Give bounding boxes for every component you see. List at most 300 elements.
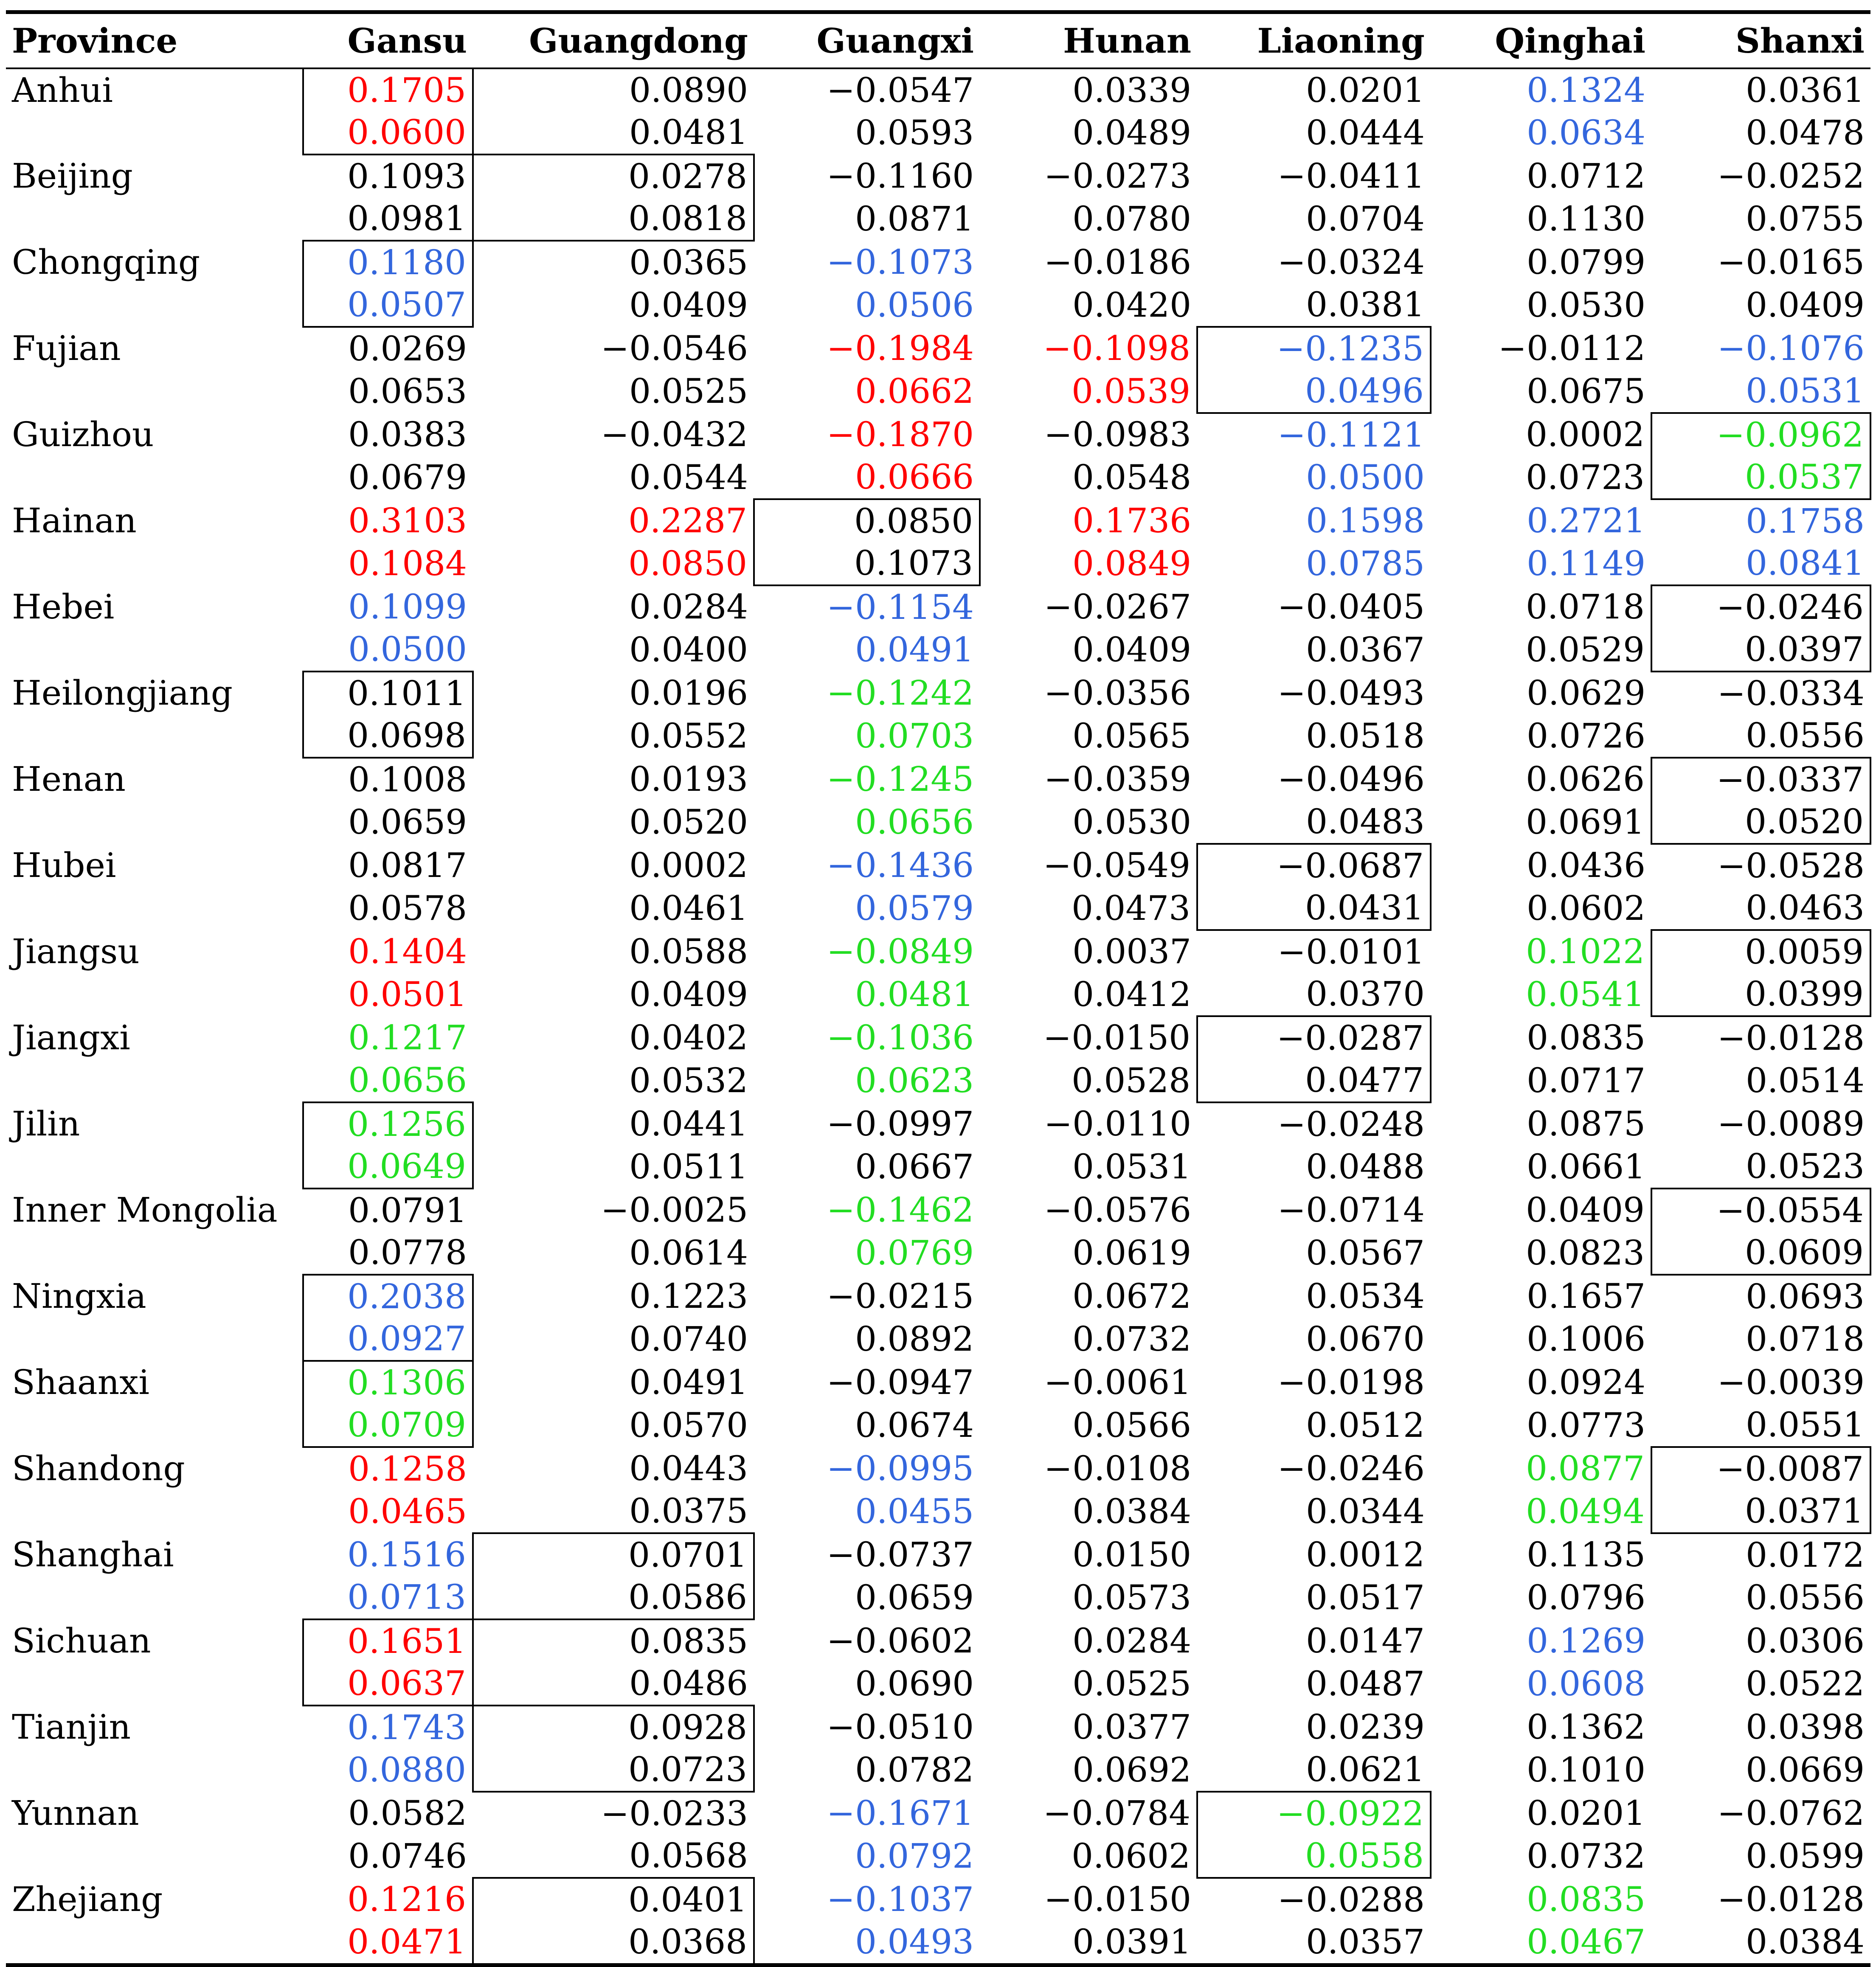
- secondary-value-cell: 0.0709: [303, 1404, 473, 1447]
- value-cell: 0.1306: [303, 1361, 473, 1404]
- secondary-value-cell: 0.0493: [754, 1921, 980, 1965]
- table-row: [6, 1102, 1870, 1146]
- secondary-value-cell: 0.0530: [1527, 285, 1645, 325]
- secondary-value-cell: 0.0371: [1651, 1490, 1870, 1533]
- secondary-value-cell: 0.0544: [629, 458, 748, 497]
- value-cell: 0.1758: [1746, 501, 1865, 541]
- secondary-value-cell: 0.0367: [1306, 630, 1425, 669]
- table-row-secondary: [6, 1318, 1870, 1361]
- table-row-secondary: [6, 456, 1870, 499]
- province-name: Sichuan: [12, 1621, 151, 1661]
- secondary-value-cell: 0.0726: [1527, 716, 1645, 756]
- value-cell: −0.0267: [1044, 587, 1191, 627]
- province-name: Hubei: [12, 845, 116, 885]
- table-row-secondary: [6, 714, 1870, 758]
- table-row-secondary: [6, 1921, 1870, 1965]
- secondary-value-cell: 0.0740: [629, 1319, 748, 1359]
- secondary-value-cell: 0.0530: [1072, 802, 1191, 842]
- secondary-value-cell: 0.0713: [347, 1577, 466, 1617]
- value-cell: −0.1073: [827, 242, 974, 282]
- value-cell: 0.1093: [347, 156, 466, 196]
- value-cell: 0.0924: [1527, 1362, 1645, 1402]
- value-cell: 0.0441: [629, 1104, 748, 1144]
- value-cell: −0.0995: [827, 1448, 974, 1488]
- province-name: Inner Mongolia: [12, 1190, 278, 1230]
- value-cell: 0.0059: [1651, 930, 1870, 973]
- secondary-value-cell: 0.0850: [628, 544, 747, 583]
- secondary-value-cell: 0.0525: [629, 371, 748, 411]
- province-name: Jiangsu: [12, 931, 140, 971]
- header-shanxi: Shanxi: [1651, 12, 1870, 68]
- table-row-secondary: [6, 542, 1870, 585]
- secondary-value-cell: 0.0512: [1306, 1405, 1425, 1445]
- value-cell: −0.0089: [1717, 1104, 1865, 1144]
- province-name: Shanghai: [12, 1534, 174, 1574]
- secondary-value-cell: 0.0780: [1072, 199, 1191, 239]
- table-row-secondary: [6, 1576, 1870, 1619]
- secondary-value-cell: 0.0541: [1526, 975, 1645, 1014]
- province-name-spacer: [6, 1490, 303, 1533]
- secondary-value-cell: 0.0548: [1072, 458, 1191, 497]
- secondary-value-cell: 0.0523: [1746, 1146, 1865, 1186]
- secondary-value-cell: 0.0579: [855, 888, 974, 928]
- secondary-value-cell: 0.0723: [1526, 458, 1645, 497]
- secondary-value-cell: 0.0667: [855, 1147, 974, 1186]
- value-cell: 0.0693: [1746, 1276, 1865, 1316]
- secondary-value-cell: 0.0892: [855, 1319, 974, 1359]
- secondary-value-cell: 0.0481: [855, 975, 974, 1014]
- province-name-spacer: [6, 1576, 303, 1619]
- secondary-value-cell: 0.0409: [1746, 285, 1865, 325]
- value-cell: −0.0112: [1498, 328, 1645, 368]
- value-cell: −0.1121: [1277, 415, 1425, 455]
- value-cell: 0.0626: [1526, 759, 1645, 799]
- secondary-value-cell: 0.0692: [1072, 1750, 1191, 1790]
- secondary-value-cell: 0.0623: [855, 1061, 974, 1100]
- value-cell: −0.0784: [1043, 1793, 1190, 1833]
- table-row-secondary: [6, 1404, 1870, 1447]
- table-row-secondary: [6, 1059, 1870, 1102]
- secondary-value-cell: 0.0391: [980, 1921, 1197, 1965]
- value-cell: −0.0714: [1277, 1190, 1425, 1230]
- table-row: [6, 1792, 1870, 1835]
- secondary-value-cell: 0.0666: [855, 457, 974, 497]
- secondary-value-cell: 0.0565: [1072, 716, 1191, 756]
- value-cell: 0.0877: [1526, 1448, 1645, 1488]
- secondary-value-cell: 0.0593: [855, 113, 974, 152]
- value-cell: 0.0928: [473, 1706, 754, 1749]
- secondary-value-cell: 0.0769: [855, 1233, 974, 1273]
- province-name: Guizhou: [12, 414, 154, 454]
- value-cell: −0.0215: [827, 1276, 974, 1316]
- secondary-value-cell: 0.0619: [1072, 1233, 1191, 1273]
- secondary-value-cell: 0.0773: [1527, 1405, 1645, 1445]
- table-row-secondary: [6, 1835, 1870, 1878]
- secondary-value-cell: 0.0670: [1306, 1319, 1425, 1359]
- secondary-value-cell: 0.0483: [1306, 802, 1425, 841]
- secondary-value-cell: 0.0634: [1527, 113, 1645, 152]
- value-cell: −0.0549: [1043, 845, 1190, 885]
- value-cell: −0.1076: [1717, 328, 1865, 368]
- value-cell: −0.0128: [1717, 1879, 1865, 1919]
- table-row-secondary: [6, 370, 1870, 413]
- secondary-value-cell: 0.0473: [1072, 888, 1190, 928]
- secondary-value-cell: 0.0531: [1746, 371, 1865, 410]
- secondary-value-cell: 0.0409: [629, 285, 748, 325]
- secondary-value-cell: 0.0659: [348, 802, 467, 842]
- province-name-spacer: [6, 197, 303, 241]
- value-cell: −0.0922: [1197, 1792, 1431, 1835]
- value-cell: 0.0201: [1306, 70, 1425, 110]
- table-row-secondary: [6, 1490, 1870, 1533]
- value-cell: 0.0799: [1527, 242, 1645, 282]
- value-cell: −0.0510: [827, 1707, 974, 1747]
- secondary-value-cell: 0.0444: [1306, 113, 1425, 152]
- secondary-value-cell: 0.0755: [1746, 199, 1865, 239]
- data-table: [6, 10, 1871, 1967]
- province-name-spacer: [6, 1921, 303, 1965]
- secondary-value-cell: 0.0461: [629, 888, 748, 928]
- value-cell: −0.0737: [827, 1534, 974, 1574]
- province-name-spacer: [6, 456, 303, 499]
- province-name: Henan: [12, 759, 126, 799]
- value-cell: 0.0875: [1527, 1104, 1645, 1144]
- secondary-value-cell: 0.0567: [1306, 1233, 1425, 1273]
- secondary-value-cell: 0.1073: [754, 542, 980, 585]
- secondary-value-cell: 0.0927: [303, 1318, 473, 1361]
- table-row: [6, 1016, 1870, 1059]
- value-cell: 0.1258: [348, 1449, 467, 1489]
- value-cell: 0.0582: [348, 1793, 467, 1833]
- value-cell: 0.2038: [303, 1275, 473, 1318]
- secondary-value-cell: 0.0539: [1072, 371, 1190, 411]
- secondary-value-cell: 0.0675: [1527, 371, 1645, 411]
- value-cell: −0.0324: [1277, 242, 1425, 282]
- value-cell: 0.1404: [348, 931, 467, 971]
- secondary-value-cell: 0.0400: [629, 630, 748, 669]
- table-row-secondary: [6, 111, 1870, 155]
- province-name: Shaanxi: [12, 1362, 149, 1402]
- province-name: Anhui: [12, 70, 113, 110]
- value-cell: 0.3103: [348, 500, 467, 540]
- secondary-value-cell: 0.0679: [348, 458, 467, 497]
- value-cell: 0.0491: [629, 1362, 748, 1402]
- value-cell: −0.0025: [601, 1190, 748, 1230]
- value-cell: 0.0150: [1072, 1534, 1191, 1574]
- secondary-value-cell: 0.0723: [473, 1748, 754, 1792]
- province-name-spacer: [6, 284, 303, 327]
- secondary-value-cell: 0.0552: [629, 716, 748, 756]
- value-cell: −0.0546: [601, 328, 748, 368]
- value-cell: −0.0150: [1044, 1879, 1191, 1919]
- secondary-value-cell: 0.0823: [1526, 1233, 1645, 1273]
- secondary-value-cell: 0.0661: [1527, 1147, 1645, 1186]
- province-name-spacer: [6, 1835, 303, 1878]
- value-cell: 0.1217: [348, 1017, 467, 1057]
- value-cell: −0.0198: [1277, 1362, 1425, 1402]
- value-cell: −0.0128: [1717, 1018, 1865, 1058]
- value-cell: 0.1216: [347, 1879, 466, 1919]
- value-cell: 0.0002: [1526, 414, 1645, 454]
- secondary-value-cell: 0.0718: [1746, 1319, 1865, 1359]
- value-cell: 0.1180: [303, 241, 473, 284]
- value-cell: −0.0246: [1651, 585, 1870, 629]
- table-row: [6, 413, 1870, 456]
- value-cell: 0.0361: [1746, 70, 1865, 110]
- value-cell: 0.0239: [1306, 1707, 1425, 1747]
- value-cell: 0.1516: [347, 1534, 466, 1574]
- secondary-value-cell: 0.0841: [1746, 543, 1865, 583]
- secondary-value-cell: 0.0704: [1306, 199, 1425, 239]
- secondary-value-cell: 0.0518: [1306, 716, 1425, 756]
- secondary-value-cell: 0.0384: [1651, 1921, 1870, 1965]
- value-cell: −0.0233: [601, 1793, 748, 1833]
- value-cell: −0.0849: [827, 931, 974, 971]
- secondary-value-cell: 0.1084: [348, 544, 467, 583]
- value-cell: −0.0947: [827, 1362, 974, 1402]
- secondary-value-cell: 0.0431: [1197, 887, 1431, 930]
- secondary-value-cell: 0.0556: [1746, 1578, 1865, 1617]
- secondary-value-cell: 0.0558: [1197, 1835, 1431, 1878]
- value-cell: −0.1436: [827, 845, 974, 885]
- table-row: [6, 1878, 1870, 1921]
- value-cell: −0.0165: [1717, 242, 1865, 282]
- value-cell: −0.1984: [827, 328, 974, 368]
- secondary-value-cell: 0.0531: [1072, 1147, 1191, 1186]
- value-cell: −0.0496: [1277, 759, 1425, 799]
- value-cell: −0.1870: [827, 414, 974, 454]
- secondary-value-cell: 0.0357: [1197, 1921, 1431, 1965]
- value-cell: 0.1022: [1526, 931, 1645, 971]
- value-cell: 0.0383: [348, 414, 467, 454]
- value-cell: 0.0409: [1526, 1190, 1645, 1230]
- value-cell: 0.0817: [348, 845, 467, 885]
- table-row: [6, 1361, 1870, 1404]
- value-cell: −0.0101: [1277, 932, 1425, 972]
- secondary-value-cell: 0.0662: [855, 371, 974, 411]
- value-cell: 0.1743: [347, 1707, 466, 1747]
- province-name: Hainan: [12, 500, 137, 540]
- secondary-value-cell: 0.0659: [855, 1578, 974, 1617]
- header-guangdong: Guangdong: [473, 12, 754, 68]
- secondary-value-cell: 0.0599: [1746, 1836, 1865, 1876]
- value-cell: 0.1099: [348, 587, 467, 627]
- value-cell: −0.1245: [827, 759, 974, 799]
- table-row: [6, 1447, 1870, 1490]
- province-name: Hebei: [12, 587, 115, 627]
- table-row: [6, 672, 1870, 715]
- secondary-value-cell: 0.0489: [1072, 113, 1191, 152]
- value-cell: 0.2287: [628, 500, 747, 540]
- secondary-value-cell: 0.0500: [1306, 458, 1425, 497]
- secondary-value-cell: 0.0500: [348, 629, 467, 669]
- value-cell: −0.0576: [1044, 1190, 1191, 1230]
- secondary-value-cell: 0.0551: [1746, 1405, 1865, 1444]
- header-liaoning: Liaoning: [1197, 12, 1431, 68]
- value-cell: −0.0287: [1197, 1016, 1431, 1059]
- secondary-value-cell: 0.0690: [855, 1664, 974, 1703]
- secondary-value-cell: 0.1010: [1527, 1750, 1645, 1790]
- province-name-spacer: [6, 887, 303, 930]
- value-cell: −0.0554: [1651, 1189, 1870, 1232]
- secondary-value-cell: 0.0370: [1306, 974, 1425, 1014]
- province-name-spacer: [6, 370, 303, 413]
- table-row: [6, 1275, 1870, 1318]
- table-row: [6, 1533, 1870, 1576]
- value-cell: 0.0012: [1306, 1534, 1425, 1574]
- secondary-value-cell: 0.0785: [1306, 544, 1425, 583]
- value-cell: 0.1256: [303, 1102, 473, 1146]
- secondary-value-cell: 0.0409: [629, 975, 748, 1014]
- value-cell: 0.0718: [1526, 587, 1645, 627]
- value-cell: −0.0528: [1717, 846, 1865, 885]
- value-cell: 0.1705: [303, 68, 473, 112]
- province-name: Fujian: [12, 328, 121, 368]
- table-row-secondary: [6, 1662, 1870, 1706]
- province-name-spacer: [6, 1748, 303, 1792]
- value-cell: −0.0246: [1277, 1448, 1425, 1488]
- secondary-value-cell: 0.0656: [855, 802, 974, 842]
- value-cell: −0.0493: [1277, 673, 1425, 713]
- value-cell: 0.0377: [1072, 1707, 1191, 1747]
- secondary-value-cell: 0.0455: [855, 1492, 974, 1531]
- value-cell: −0.1154: [827, 587, 974, 627]
- value-cell: −0.0983: [1044, 414, 1191, 454]
- secondary-value-cell: 0.0506: [855, 285, 974, 325]
- header-gansu: Gansu: [303, 12, 473, 68]
- value-cell: 0.0201: [1527, 1793, 1645, 1833]
- secondary-value-cell: 0.0420: [1072, 285, 1191, 325]
- secondary-value-cell: 0.0602: [1072, 1836, 1190, 1876]
- secondary-value-cell: 0.0600: [303, 111, 473, 155]
- secondary-value-cell: 0.0669: [1746, 1750, 1865, 1790]
- secondary-value-cell: 0.0511: [629, 1147, 748, 1186]
- province-name: Jiangxi: [12, 1017, 130, 1057]
- secondary-value-cell: 0.0488: [1306, 1147, 1425, 1186]
- secondary-value-cell: 0.1149: [1527, 544, 1645, 583]
- province-name: Yunnan: [12, 1793, 139, 1833]
- province-name-spacer: [6, 1318, 303, 1361]
- secondary-value-cell: 0.0375: [629, 1491, 748, 1531]
- value-cell: −0.1671: [827, 1793, 974, 1833]
- value-cell: 0.0672: [1072, 1276, 1191, 1316]
- secondary-value-cell: 0.1130: [1527, 199, 1645, 239]
- secondary-value-cell: 0.0556: [1746, 716, 1865, 755]
- secondary-value-cell: 0.0746: [348, 1836, 467, 1876]
- value-cell: −0.0356: [1044, 673, 1191, 713]
- secondary-value-cell: 0.1006: [1527, 1319, 1645, 1359]
- secondary-value-cell: 0.0522: [1746, 1664, 1865, 1703]
- value-cell: −0.1242: [827, 673, 974, 713]
- table-row: [6, 241, 1870, 284]
- secondary-value-cell: 0.0409: [1072, 630, 1191, 669]
- value-cell: 0.0588: [629, 931, 748, 971]
- value-cell: 0.0278: [473, 155, 754, 198]
- value-cell: 0.0339: [1072, 70, 1191, 110]
- secondary-value-cell: 0.0578: [348, 888, 467, 928]
- value-cell: 0.1011: [303, 672, 473, 715]
- value-cell: 0.0701: [473, 1533, 754, 1576]
- value-cell: −0.0547: [827, 70, 974, 110]
- secondary-value-cell: 0.0481: [629, 112, 748, 152]
- value-cell: 0.1324: [1527, 70, 1645, 110]
- secondary-value-cell: 0.0691: [1526, 802, 1645, 842]
- table-row-secondary: [6, 284, 1870, 327]
- secondary-value-cell: 0.0399: [1651, 973, 1870, 1016]
- value-cell: 0.0791: [348, 1190, 467, 1230]
- secondary-value-cell: 0.0637: [303, 1662, 473, 1706]
- value-cell: 0.0193: [629, 759, 748, 799]
- secondary-value-cell: 0.0471: [303, 1921, 473, 1965]
- table-row-secondary: [6, 1748, 1870, 1792]
- secondary-value-cell: 0.0586: [473, 1576, 754, 1619]
- value-cell: 0.1008: [348, 759, 467, 799]
- secondary-value-cell: 0.0381: [1306, 285, 1425, 324]
- value-cell: 0.0436: [1527, 845, 1645, 885]
- province-name: Jilin: [12, 1104, 80, 1144]
- table-row: [6, 155, 1870, 198]
- value-cell: 0.0835: [1527, 1879, 1645, 1919]
- header-guangxi: Guangxi: [754, 12, 980, 68]
- value-cell: 0.0002: [629, 845, 748, 885]
- province-name: Shandong: [12, 1448, 185, 1488]
- value-cell: −0.0359: [1044, 759, 1191, 799]
- province-name-spacer: [6, 1662, 303, 1706]
- secondary-value-cell: 0.0525: [1072, 1664, 1191, 1703]
- table-row-secondary: [6, 197, 1870, 241]
- secondary-value-cell: 0.0368: [473, 1921, 754, 1965]
- value-cell: 0.0629: [1527, 673, 1645, 713]
- value-cell: −0.1098: [1043, 328, 1190, 368]
- value-cell: −0.0061: [1044, 1362, 1191, 1402]
- secondary-value-cell: 0.0486: [629, 1664, 748, 1703]
- province-name-spacer: [6, 973, 303, 1016]
- table-row: [6, 1619, 1870, 1663]
- table-row: [6, 68, 1870, 112]
- secondary-value-cell: 0.0478: [1746, 113, 1865, 152]
- table-row-secondary: [6, 973, 1870, 1016]
- value-cell: 0.0306: [1746, 1621, 1865, 1661]
- table-row: [6, 930, 1870, 973]
- secondary-value-cell: 0.0818: [473, 197, 754, 241]
- secondary-value-cell: 0.0520: [1651, 801, 1870, 844]
- value-cell: 0.0835: [1527, 1017, 1645, 1057]
- value-cell: −0.0150: [1043, 1017, 1190, 1057]
- value-cell: 0.1362: [1527, 1707, 1645, 1747]
- secondary-value-cell: 0.0570: [629, 1405, 748, 1445]
- province-name-spacer: [6, 1059, 303, 1102]
- secondary-value-cell: 0.0717: [1527, 1061, 1645, 1100]
- table-row-secondary: [6, 801, 1870, 844]
- secondary-value-cell: 0.0491: [855, 630, 974, 669]
- province-name: Heilongjiang: [12, 673, 233, 713]
- secondary-value-cell: 0.0463: [1746, 888, 1865, 927]
- value-cell: 0.0284: [629, 587, 748, 627]
- header-qinghai: Qinghai: [1431, 12, 1651, 68]
- province-name-spacer: [6, 1145, 303, 1189]
- province-name-spacer: [6, 801, 303, 844]
- value-cell: −0.0248: [1277, 1104, 1425, 1144]
- secondary-value-cell: 0.0514: [1746, 1061, 1865, 1100]
- table-row-secondary: [6, 887, 1870, 930]
- value-cell: 0.0890: [629, 70, 748, 110]
- value-cell: −0.0337: [1651, 758, 1870, 801]
- value-cell: 0.0398: [1746, 1707, 1865, 1747]
- secondary-value-cell: 0.0573: [1072, 1578, 1191, 1617]
- secondary-value-cell: 0.0649: [303, 1145, 473, 1189]
- secondary-value-cell: 0.0467: [1431, 1921, 1651, 1965]
- province-name-spacer: [6, 1231, 303, 1275]
